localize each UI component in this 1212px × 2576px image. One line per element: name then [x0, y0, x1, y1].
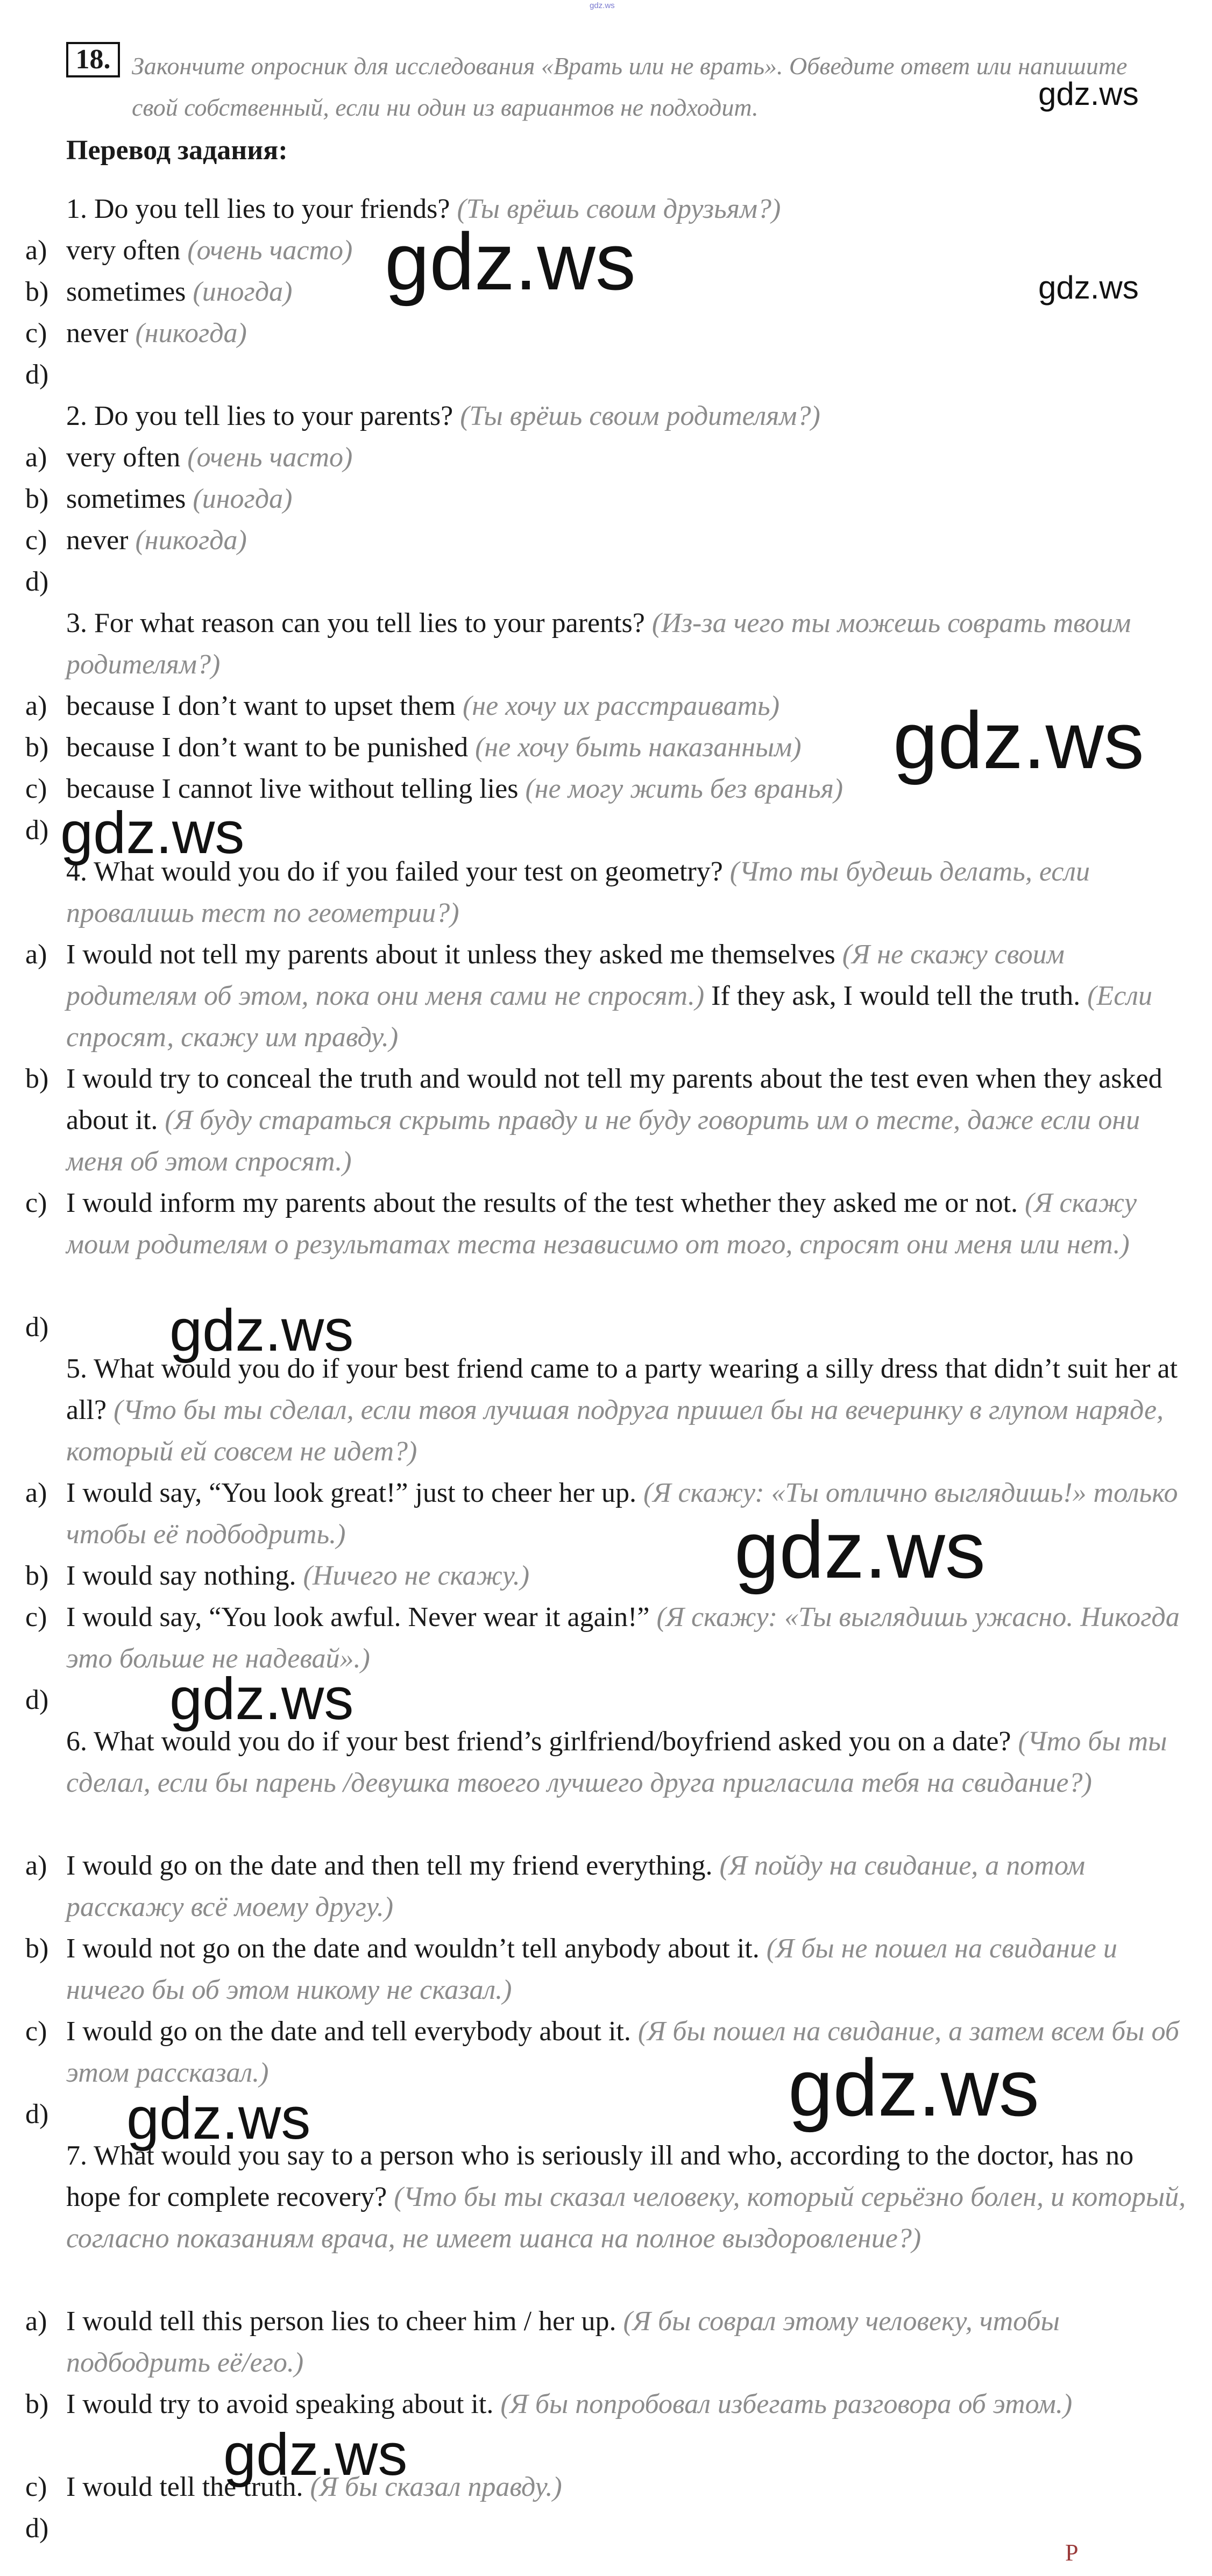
question-translation: (Что ты будешь делать, если провалишь тест по геометрии?): [66, 856, 1090, 928]
task-instruction: Закончите опросник для исследования «Врать или не врать». Обведите ответ или напишите свой собственный, если ни один из вариантов не подходит.: [132, 52, 1128, 121]
option-letter: c): [25, 1188, 47, 1218]
option-letter: d): [25, 1685, 49, 1715]
question-translation: (Что бы ты сказал человеку, который серьёзно болен, и который, согласно показаниям врача, не имеет шанса на полное выздоровление?): [66, 2182, 1186, 2254]
option-letter: a): [25, 691, 47, 721]
question-2: [66, 395, 1190, 437]
option-letter: c): [25, 318, 47, 349]
option-translation: (Я буду стараться скрыть правду и не буду говорить им о тесте, даже если они меня об этом спросят.): [66, 1105, 1140, 1177]
option-4a[interactable]: [25, 934, 1193, 1058]
option-translation: (иногда): [193, 484, 293, 514]
option-translation: (Я бы пошел на свидание, а затем всем бы об этом рассказал.): [66, 2016, 1179, 2088]
option-translation: (Я бы не пошел на свидание и ничего бы об этом никому не сказал.): [66, 1933, 1117, 2005]
option-text: I would go on the date and tell everybody about it.: [66, 2016, 631, 2047]
option-text: never: [66, 525, 129, 556]
option-letter: a): [25, 1850, 47, 1881]
option-letter: b): [25, 1933, 49, 1964]
option-text: I would tell this person lies to cheer him / her up.: [66, 2306, 616, 2337]
option-letter: c): [25, 773, 47, 804]
option-translation: (Я скажу: «Ты выглядишь ужасно. Никогда это больше не надевай».): [66, 1602, 1180, 1674]
option-translation: (не хочу быть наказанным): [475, 732, 802, 763]
question-translation: (Ты врёшь своим друзьям?): [457, 194, 781, 224]
option-text: I would say, “You look awful. Never wear it again!”: [66, 1602, 650, 1633]
watermark-logo: gdz.ws: [60, 800, 245, 866]
option-translation: (Я пойду на свидание, а потом расскажу всё моему другу.): [66, 1850, 1086, 1922]
option-translation: (не хочу их расстраивать): [462, 691, 780, 721]
site-name-tiny: gdz.ws: [590, 1, 615, 10]
option-translation: (Я скажу: «Ты отлично выглядишь!» только чтобы её подбодрить.): [66, 1478, 1178, 1550]
footer-letter: Р: [1065, 2539, 1079, 2566]
option-letter: a): [25, 442, 47, 473]
option-6a[interactable]: [25, 1845, 1193, 1928]
option-4b[interactable]: [25, 1058, 1193, 1182]
option-translation: (никогда): [135, 525, 247, 556]
option-letter: b): [25, 484, 49, 514]
translation-heading: Перевод задания:: [66, 135, 288, 166]
option-letter: d): [25, 359, 49, 390]
option-translation: (Я бы попробовал избегать разговора об этом.): [500, 2389, 1073, 2419]
option-letter: c): [25, 2472, 47, 2502]
option-5a[interactable]: [25, 1472, 1193, 1555]
option-translation-continued: (Если спросят, скажу им правду.): [66, 981, 1152, 1053]
option-text: sometimes: [66, 484, 186, 514]
question-text: 1. Do you tell lies to your friends?: [66, 194, 450, 224]
option-translation: (Я бы сказал правду.): [310, 2472, 562, 2502]
question-translation: (Ты врёшь своим родителям?): [460, 401, 820, 431]
option-text: because I don’t want to upset them: [66, 691, 456, 721]
option-text: very often: [66, 235, 181, 266]
option-translation: (не могу жить без вранья): [525, 773, 844, 804]
option-letter: d): [25, 2099, 49, 2130]
option-letter: b): [25, 276, 49, 307]
option-letter: b): [25, 2389, 49, 2419]
option-text: because I cannot live without telling lies: [66, 773, 519, 804]
option-2b[interactable]: [25, 478, 1193, 520]
option-text: never: [66, 318, 129, 349]
option-7a[interactable]: [25, 2301, 1193, 2383]
question-translation: (Что бы ты сделал, если твоя лучшая подруга пришел бы на вечеринку в глупом наряде, который ей совсем не идет?): [66, 1395, 1164, 1467]
option-2c[interactable]: [25, 520, 1193, 561]
option-translation: (Я скажу моим родителям о результатах теста независимо от того, спросят они меня или нет.): [66, 1188, 1137, 1260]
watermark-logo: gdz.ws: [1038, 76, 1139, 112]
question-text: 6. What would you do if your best friend’s girlfriend/boyfriend asked you on a date?: [66, 1726, 1011, 1757]
watermark-logo: gdz.ws: [893, 695, 1144, 785]
option-letter: d): [25, 815, 49, 846]
option-6b[interactable]: [25, 1928, 1193, 2011]
option-text: I would go on the date and then tell my friend everything.: [66, 1850, 713, 1881]
option-letter: a): [25, 939, 47, 970]
watermark-logo: gdz.ws: [734, 1505, 986, 1595]
question-translation: (Что бы ты сделал, если бы парень /девушка твоего лучшего друга пригласила тебя на свидание?): [66, 1726, 1167, 1798]
watermark-logo: gdz.ws: [788, 2042, 1039, 2133]
option-translation: (Я не скажу своим родителям об этом, пока они меня сами не спросят.): [66, 939, 1065, 1011]
option-letter: b): [25, 1560, 49, 1591]
option-5b[interactable]: [25, 1555, 1193, 1596]
option-text: I would not go on the date and wouldn’t tell anybody about it.: [66, 1933, 760, 1964]
option-4c[interactable]: [25, 1182, 1193, 1265]
option-text: I would say nothing.: [66, 1560, 296, 1591]
option-translation: (иногда): [193, 276, 293, 307]
watermark-logo: gdz.ws: [126, 2085, 311, 2152]
question-6: [66, 1721, 1190, 1804]
option-translation: (очень часто): [187, 442, 353, 473]
option-letter: d): [25, 1312, 49, 1343]
watermark-logo: gdz.ws: [169, 1666, 354, 1732]
watermark-logo: gdz.ws: [1038, 269, 1139, 306]
option-letter: b): [25, 732, 49, 763]
question-text: 2. Do you tell lies to your parents?: [66, 401, 453, 431]
option-text: I would try to avoid speaking about it.: [66, 2389, 494, 2419]
exercise-number: 18.: [66, 42, 120, 77]
watermark-logo: gdz.ws: [169, 1297, 354, 1364]
option-text: I would inform my parents about the results of the test whether they asked me or not.: [66, 1188, 1018, 1218]
question-3: [66, 602, 1190, 685]
option-translation: (никогда): [135, 318, 247, 349]
option-text: I would tell the truth.: [66, 2472, 303, 2502]
question-text: 4. What would you do if you failed your test on geometry?: [66, 856, 723, 887]
option-translation: (Я бы соврал этому человеку, чтобы подбодрить её/его.): [66, 2306, 1060, 2378]
option-text: I would not tell my parents about it unless they asked me themselves: [66, 939, 835, 970]
watermark-logo: gdz.ws: [385, 216, 636, 307]
option-letter: b): [25, 1063, 49, 1094]
option-7c[interactable]: [25, 2466, 1193, 2508]
option-text: sometimes: [66, 276, 186, 307]
option-1c[interactable]: [25, 313, 1193, 354]
option-2a[interactable]: [25, 437, 1193, 478]
option-7b[interactable]: [25, 2383, 1193, 2425]
question-text: 3. For what reason can you tell lies to your parents?: [66, 608, 645, 638]
question-text: 7. What would you say to a person who is seriously ill and who, according to the doctor, has no hope for complete recovery?: [66, 2140, 1134, 2212]
option-letter: a): [25, 2306, 47, 2337]
option-text: I would try to conceal the truth and would not tell my parents about the test even when they asked about it.: [66, 1063, 1163, 1136]
option-text: very often: [66, 442, 181, 473]
option-letter: d): [25, 2513, 49, 2544]
option-text: I would say, “You look great!” just to cheer her up.: [66, 1478, 636, 1508]
watermark-logo: gdz.ws: [223, 2422, 408, 2488]
option-letter: c): [25, 525, 47, 556]
option-letter: c): [25, 1602, 47, 1633]
question-text: 5. What would you do if your best friend came to a party wearing a silly dress that didn’t suit her at all?: [66, 1353, 1178, 1425]
question-5: [66, 1348, 1190, 1472]
question-7: [66, 2135, 1190, 2259]
option-letter: d): [25, 566, 49, 597]
option-letter: a): [25, 1478, 47, 1508]
option-translation: (очень часто): [187, 235, 353, 266]
option-letter: c): [25, 2016, 47, 2047]
option-translation: (Ничего не скажу.): [303, 1560, 530, 1591]
option-text-continued: If they ask, I would tell the truth.: [711, 981, 1081, 1011]
option-text: because I don’t want to be punished: [66, 732, 469, 763]
question-translation: (Из-за чего ты можешь соврать твоим родителям?): [66, 608, 1131, 680]
option-letter: a): [25, 235, 47, 266]
